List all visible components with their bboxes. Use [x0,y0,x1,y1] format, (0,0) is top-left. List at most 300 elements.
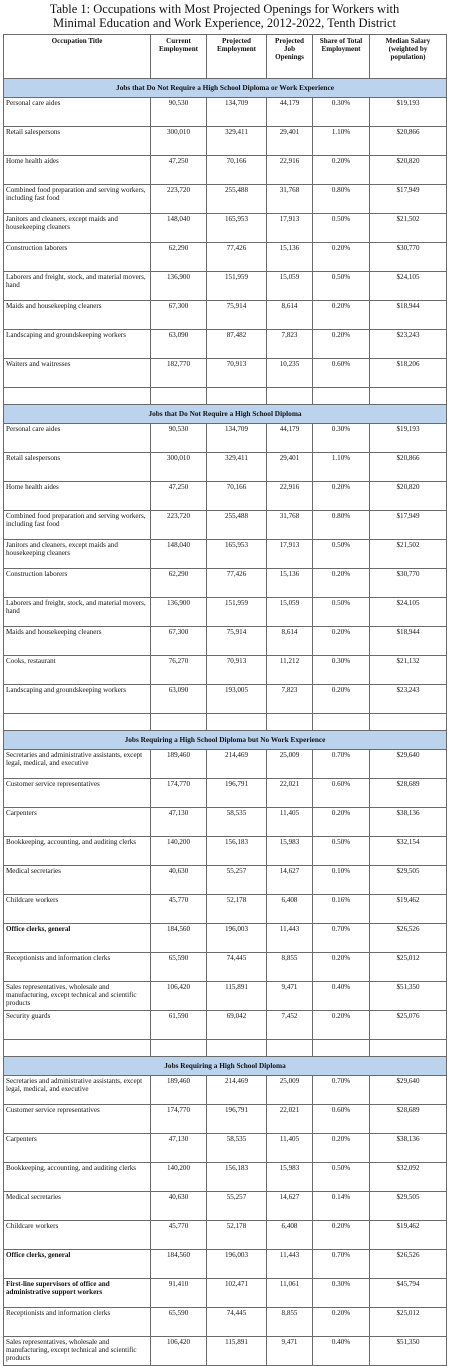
median-salary-cell: $38,136 [370,808,447,837]
table-row [4,982,447,1011]
current-employment-cell: 140,200 [151,837,207,866]
median-salary-cell: $29,505 [370,866,447,895]
share-cell: 1.10% [313,127,370,156]
current-employment-cell: 67,300 [151,301,207,330]
current-employment-cell: 65,590 [151,953,207,982]
median-salary-cell: $29,505 [370,1192,447,1221]
occupation-cell: Medical secretaries [4,866,151,895]
projected-employment-cell: 196,003 [207,924,267,953]
section-heading-row [4,405,447,424]
median-salary-cell: $19,193 [370,424,447,453]
job-openings-cell: 11,405 [267,808,313,837]
table-title [0,0,449,34]
projected-employment-cell: 69,042 [207,1011,267,1040]
occupations-table [3,34,447,1366]
current-employment-cell: 90,530 [151,98,207,127]
table-row [4,1163,447,1192]
current-employment-cell: 47,130 [151,1134,207,1163]
spacer-cell [313,714,370,731]
projected-employment-cell: 77,426 [207,243,267,272]
current-employment-cell: 223,720 [151,511,207,540]
current-employment-cell: 40,630 [151,866,207,895]
median-salary-cell: $23,243 [370,685,447,714]
share-cell: 0.20% [313,1134,370,1163]
projected-employment-cell: 115,891 [207,1337,267,1366]
table-row [4,1192,447,1221]
projected-employment-cell: 70,166 [207,482,267,511]
job-openings-cell: 15,136 [267,569,313,598]
current-employment-cell: 136,900 [151,598,207,627]
job-openings-cell: 14,627 [267,1192,313,1221]
table-row [4,1105,447,1134]
median-salary-cell: $17,949 [370,185,447,214]
occupation-cell: Landscaping and groundskeeping workers [4,330,151,359]
job-openings-cell: 11,405 [267,1134,313,1163]
share-cell: 0.50% [313,837,370,866]
share-cell: 0.20% [313,301,370,330]
occupation-cell: Carpenters [4,1134,151,1163]
occupation-cell: Secretaries and administrative assistants, except legal, medical, and executive [4,1076,151,1105]
projected-employment-cell: 255,488 [207,511,267,540]
median-salary-cell: $24,105 [370,598,447,627]
table-row [4,540,447,569]
median-salary-cell: $32,154 [370,837,447,866]
share-cell: 0.70% [313,1076,370,1105]
section-heading: Jobs that Do Not Require a High School Diploma or Work Experience [4,79,447,98]
spacer-cell [370,714,447,731]
spacer-cell [4,714,151,731]
projected-employment-cell: 196,791 [207,1105,267,1134]
table-row [4,214,447,243]
table-row [4,272,447,301]
occupation-cell: Personal care aides [4,98,151,127]
table-row [4,185,447,214]
share-cell: 0.70% [313,750,370,779]
header-row [4,35,447,79]
projected-employment-cell: 193,005 [207,685,267,714]
projected-employment-cell: 151,959 [207,598,267,627]
table-row [4,808,447,837]
share-cell: 0.20% [313,569,370,598]
occupation-cell: Carpenters [4,808,151,837]
median-salary-cell: $18,944 [370,627,447,656]
table-row [4,569,447,598]
median-salary-cell: $19,462 [370,1221,447,1250]
share-cell: 0.50% [313,1163,370,1192]
share-cell: 0.50% [313,540,370,569]
table-row [4,685,447,714]
projected-employment-cell: 214,469 [207,750,267,779]
current-employment-cell: 174,770 [151,779,207,808]
projected-employment-cell: 74,445 [207,1308,267,1337]
table-row [4,1134,447,1163]
header-projected-job-openings: Projected Job Openings [267,35,313,79]
occupation-cell: Sales representatives, wholesale and manufacturing, except technical and scientific products [4,982,151,1011]
occupation-cell: Sales representatives, wholesale and manufacturing, except technical and scientific products [4,1337,151,1366]
projected-employment-cell: 115,891 [207,982,267,1011]
current-employment-cell: 189,460 [151,1076,207,1105]
occupation-cell: Home health aides [4,482,151,511]
share-cell: 0.70% [313,1250,370,1279]
share-cell: 0.20% [313,953,370,982]
median-salary-cell: $28,689 [370,1105,447,1134]
current-employment-cell: 223,720 [151,185,207,214]
table-row [4,482,447,511]
spacer-cell [151,714,207,731]
current-employment-cell: 184,560 [151,1250,207,1279]
median-salary-cell: $20,866 [370,127,447,156]
table-row [4,330,447,359]
job-openings-cell: 8,614 [267,301,313,330]
spacer-cell [4,1040,151,1057]
median-salary-cell: $19,193 [370,98,447,127]
median-salary-cell: $19,462 [370,895,447,924]
job-openings-cell: 8,855 [267,1308,313,1337]
table-row [4,953,447,982]
occupation-cell: Office clerks, general [4,1250,151,1279]
share-cell: 0.60% [313,779,370,808]
share-cell: 0.14% [313,1192,370,1221]
share-cell: 0.50% [313,214,370,243]
occupation-cell: Landscaping and groundskeeping workers [4,685,151,714]
occupation-cell: Security guards [4,1011,151,1040]
section-heading-row [4,79,447,98]
projected-employment-cell: 75,914 [207,627,267,656]
section-spacer [4,388,447,405]
median-salary-cell: $25,012 [370,1308,447,1337]
job-openings-cell: 9,471 [267,1337,313,1366]
share-cell: 0.50% [313,272,370,301]
table-row [4,243,447,272]
projected-employment-cell: 214,469 [207,1076,267,1105]
projected-employment-cell: 77,426 [207,569,267,598]
job-openings-cell: 17,913 [267,540,313,569]
share-cell: 0.30% [313,424,370,453]
current-employment-cell: 91,410 [151,1279,207,1308]
table-row [4,453,447,482]
occupation-cell: Medical secretaries [4,1192,151,1221]
section-heading: Jobs that Do Not Require a High School Diploma [4,405,447,424]
job-openings-cell: 7,823 [267,685,313,714]
job-openings-cell: 9,471 [267,982,313,1011]
occupation-cell: Bookkeeping, accounting, and auditing clerks [4,837,151,866]
current-employment-cell: 184,560 [151,924,207,953]
job-openings-cell: 25,009 [267,1076,313,1105]
job-openings-cell: 10,235 [267,359,313,388]
share-cell: 0.20% [313,156,370,185]
current-employment-cell: 62,290 [151,243,207,272]
median-salary-cell: $18,944 [370,301,447,330]
share-cell: 0.20% [313,1221,370,1250]
share-cell: 0.60% [313,359,370,388]
occupation-cell: Receptionists and information clerks [4,1308,151,1337]
table-row [4,1221,447,1250]
occupation-cell: Janitors and cleaners, except maids and housekeeping cleaners [4,214,151,243]
projected-employment-cell: 151,959 [207,272,267,301]
spacer-cell [151,388,207,405]
spacer-cell [207,1040,267,1057]
median-salary-cell: $29,640 [370,1076,447,1105]
job-openings-cell: 15,136 [267,243,313,272]
current-employment-cell: 63,090 [151,330,207,359]
projected-employment-cell: 255,488 [207,185,267,214]
current-employment-cell: 106,420 [151,982,207,1011]
occupation-cell: Waiters and waitresses [4,359,151,388]
job-openings-cell: 6,408 [267,1221,313,1250]
current-employment-cell: 76,270 [151,656,207,685]
current-employment-cell: 40,630 [151,1192,207,1221]
table-row [4,750,447,779]
job-openings-cell: 25,009 [267,750,313,779]
current-employment-cell: 65,590 [151,1308,207,1337]
job-openings-cell: 22,021 [267,779,313,808]
projected-employment-cell: 156,183 [207,837,267,866]
occupation-cell: Laborers and freight, stock, and material movers, hand [4,272,151,301]
share-cell: 0.20% [313,808,370,837]
job-openings-cell: 8,614 [267,627,313,656]
current-employment-cell: 140,200 [151,1163,207,1192]
occupation-cell: First-line supervisors of office and administrative support workers [4,1279,151,1308]
projected-employment-cell: 70,913 [207,359,267,388]
occupation-cell: Childcare workers [4,895,151,924]
projected-employment-cell: 134,709 [207,98,267,127]
current-employment-cell: 63,090 [151,685,207,714]
job-openings-cell: 11,443 [267,924,313,953]
occupation-cell: Office clerks, general [4,924,151,953]
median-salary-cell: $51,350 [370,1337,447,1366]
table-row [4,866,447,895]
share-cell: 0.30% [313,656,370,685]
projected-employment-cell: 75,914 [207,301,267,330]
current-employment-cell: 47,250 [151,482,207,511]
spacer-cell [267,714,313,731]
share-cell: 0.20% [313,685,370,714]
occupation-cell: Maids and housekeeping cleaners [4,627,151,656]
job-openings-cell: 8,855 [267,953,313,982]
occupation-cell: Construction laborers [4,569,151,598]
section-spacer [4,1040,447,1057]
job-openings-cell: 29,401 [267,127,313,156]
occupation-cell: Personal care aides [4,424,151,453]
table-row [4,98,447,127]
median-salary-cell: $38,136 [370,1134,447,1163]
job-openings-cell: 31,768 [267,511,313,540]
spacer-cell [370,1040,447,1057]
table-row [4,1308,447,1337]
spacer-cell [151,1040,207,1057]
current-employment-cell: 47,130 [151,808,207,837]
share-cell: 0.40% [313,982,370,1011]
table-row [4,837,447,866]
share-cell: 0.10% [313,866,370,895]
current-employment-cell: 182,770 [151,359,207,388]
current-employment-cell: 136,900 [151,272,207,301]
occupation-cell: Cooks, restaurant [4,656,151,685]
median-salary-cell: $29,640 [370,750,447,779]
section-heading: Jobs Requiring a High School Diploma but No Work Experience [4,731,447,750]
projected-employment-cell: 58,535 [207,1134,267,1163]
occupation-cell: Combined food preparation and serving workers, including fast food [4,185,151,214]
job-openings-cell: 29,401 [267,453,313,482]
current-employment-cell: 62,290 [151,569,207,598]
projected-employment-cell: 196,003 [207,1250,267,1279]
median-salary-cell: $20,820 [370,156,447,185]
occupation-cell: Childcare workers [4,1221,151,1250]
median-salary-cell: $18,206 [370,359,447,388]
current-employment-cell: 300,010 [151,127,207,156]
current-employment-cell: 47,250 [151,156,207,185]
projected-employment-cell: 58,535 [207,808,267,837]
job-openings-cell: 15,983 [267,837,313,866]
median-salary-cell: $30,770 [370,569,447,598]
occupation-cell: Janitors and cleaners, except maids and housekeeping cleaners [4,540,151,569]
job-openings-cell: 11,212 [267,656,313,685]
share-cell: 0.70% [313,924,370,953]
share-cell: 0.20% [313,482,370,511]
share-cell: 1.10% [313,453,370,482]
current-employment-cell: 189,460 [151,750,207,779]
share-cell: 0.20% [313,330,370,359]
spacer-cell [313,1040,370,1057]
spacer-cell [207,388,267,405]
table-row [4,1337,447,1366]
table-row [4,895,447,924]
occupation-cell: Receptionists and information clerks [4,953,151,982]
projected-employment-cell: 165,953 [207,540,267,569]
median-salary-cell: $45,794 [370,1279,447,1308]
projected-employment-cell: 55,257 [207,1192,267,1221]
projected-employment-cell: 156,183 [207,1163,267,1192]
spacer-cell [370,388,447,405]
median-salary-cell: $21,502 [370,540,447,569]
projected-employment-cell: 74,445 [207,953,267,982]
spacer-cell [313,388,370,405]
section-heading-row [4,731,447,750]
job-openings-cell: 11,061 [267,1279,313,1308]
header-share-of-total-employment: Share of Total Employment [313,35,370,79]
projected-employment-cell: 165,953 [207,214,267,243]
median-salary-cell: $28,689 [370,779,447,808]
table-row [4,1011,447,1040]
job-openings-cell: 11,443 [267,1250,313,1279]
table-row [4,627,447,656]
median-salary-cell: $25,012 [370,953,447,982]
share-cell: 0.50% [313,598,370,627]
section-heading: Jobs Requiring a High School Diploma [4,1057,447,1076]
current-employment-cell: 67,300 [151,627,207,656]
header-projected-employment: Projected Employment [207,35,267,79]
current-employment-cell: 45,770 [151,1221,207,1250]
job-openings-cell: 15,059 [267,272,313,301]
median-salary-cell: $21,132 [370,656,447,685]
projected-employment-cell: 52,178 [207,1221,267,1250]
spacer-cell [207,714,267,731]
job-openings-cell: 14,627 [267,866,313,895]
job-openings-cell: 17,913 [267,214,313,243]
share-cell: 0.80% [313,511,370,540]
projected-employment-cell: 87,482 [207,330,267,359]
occupation-cell: Secretaries and administrative assistants, except legal, medical, and executive [4,750,151,779]
projected-employment-cell: 70,913 [207,656,267,685]
share-cell: 0.20% [313,243,370,272]
projected-employment-cell: 55,257 [207,866,267,895]
occupation-cell: Maids and housekeeping cleaners [4,301,151,330]
current-employment-cell: 300,010 [151,453,207,482]
job-openings-cell: 44,179 [267,98,313,127]
share-cell: 0.16% [313,895,370,924]
table-row [4,424,447,453]
median-salary-cell: $24,105 [370,272,447,301]
median-salary-cell: $21,502 [370,214,447,243]
table-row [4,511,447,540]
job-openings-cell: 6,408 [267,895,313,924]
median-salary-cell: $23,243 [370,330,447,359]
median-salary-cell: $26,526 [370,924,447,953]
share-cell: 0.40% [313,1337,370,1366]
section-spacer [4,714,447,731]
share-cell: 0.80% [313,185,370,214]
table-row [4,301,447,330]
occupation-cell: Home health aides [4,156,151,185]
job-openings-cell: 44,179 [267,424,313,453]
projected-employment-cell: 70,166 [207,156,267,185]
table-row [4,656,447,685]
median-salary-cell: $26,526 [370,1250,447,1279]
current-employment-cell: 106,420 [151,1337,207,1366]
table-row [4,924,447,953]
spacer-cell [267,1040,313,1057]
share-cell: 0.20% [313,1011,370,1040]
title-line-1: Table 1: Occupations with Most Projected Openings for Workers with [49,2,400,16]
share-cell: 0.60% [313,1105,370,1134]
table-row [4,1076,447,1105]
job-openings-cell: 22,916 [267,156,313,185]
job-openings-cell: 7,823 [267,330,313,359]
median-salary-cell: $20,820 [370,482,447,511]
median-salary-cell: $32,092 [370,1163,447,1192]
occupation-cell: Combined food preparation and serving workers, including fast food [4,511,151,540]
job-openings-cell: 22,916 [267,482,313,511]
current-employment-cell: 148,040 [151,540,207,569]
job-openings-cell: 15,983 [267,1163,313,1192]
header-median-salary: Median Salary (weighted by population) [370,35,447,79]
job-openings-cell: 15,059 [267,598,313,627]
projected-employment-cell: 196,791 [207,779,267,808]
occupation-cell: Laborers and freight, stock, and material movers, hand [4,598,151,627]
projected-employment-cell: 102,471 [207,1279,267,1308]
table-row [4,156,447,185]
occupation-cell: Bookkeeping, accounting, and auditing clerks [4,1163,151,1192]
table-row [4,598,447,627]
share-cell: 0.20% [313,627,370,656]
current-employment-cell: 90,530 [151,424,207,453]
occupation-cell: Customer service representatives [4,1105,151,1134]
occupation-cell: Customer service representatives [4,779,151,808]
occupation-cell: Retail salespersons [4,453,151,482]
current-employment-cell: 45,770 [151,895,207,924]
projected-employment-cell: 52,178 [207,895,267,924]
projected-employment-cell: 329,411 [207,127,267,156]
occupation-cell: Retail salespersons [4,127,151,156]
table-row [4,127,447,156]
job-openings-cell: 22,021 [267,1105,313,1134]
projected-employment-cell: 329,411 [207,453,267,482]
title-line-2: Minimal Education and Work Experience, 2012-2022, Tenth District [52,16,397,30]
spacer-cell [267,388,313,405]
job-openings-cell: 7,452 [267,1011,313,1040]
spacer-cell [4,388,151,405]
current-employment-cell: 61,590 [151,1011,207,1040]
